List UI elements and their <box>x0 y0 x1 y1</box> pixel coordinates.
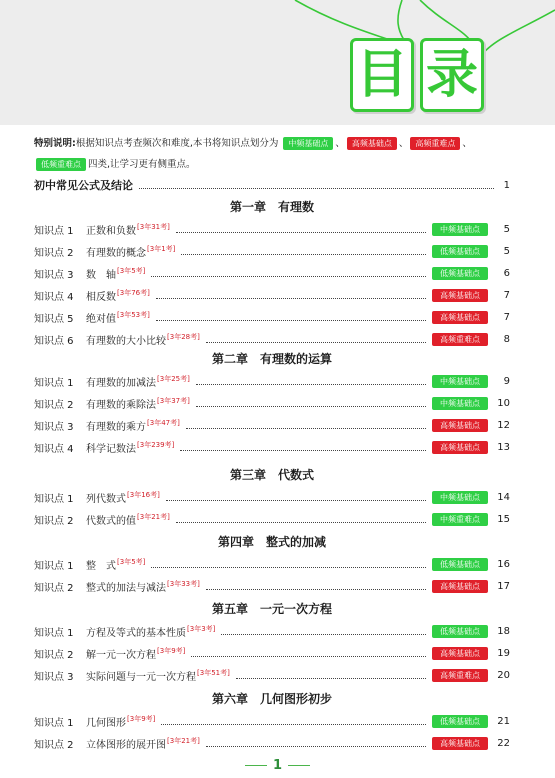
exam-frequency-text: 3年9考 <box>129 715 153 724</box>
exam-frequency-text: 3年28考 <box>169 333 198 342</box>
toc-row[interactable] <box>34 553 510 575</box>
dot-leader <box>176 516 426 523</box>
dot-leader <box>186 422 426 429</box>
knowledge-point-title: 有理数的加减法 <box>86 377 156 389</box>
knowledge-point-name <box>86 624 215 639</box>
category-badge: 低频基础点 <box>432 625 488 638</box>
toc-row[interactable] <box>34 732 510 754</box>
knowledge-point-title: 实际问题与一元一次方程 <box>86 671 196 683</box>
toc-row[interactable] <box>34 486 510 508</box>
toc-row[interactable] <box>34 664 510 686</box>
exam-frequency-text: 3年47考 <box>149 419 178 428</box>
exam-frequency-text: 3年53考 <box>119 311 148 320</box>
exam-frequency: [3年5考] <box>117 558 146 567</box>
page-number: 7 <box>503 311 510 323</box>
toc-row[interactable] <box>34 218 510 240</box>
dot-leader <box>221 628 426 635</box>
footer-rule-right <box>288 765 310 766</box>
dot-leader <box>139 181 494 189</box>
toc-row[interactable] <box>34 642 510 664</box>
exam-frequency: [3年33考] <box>167 580 200 589</box>
toc-row[interactable] <box>34 392 510 414</box>
toc-row[interactable] <box>34 620 510 642</box>
category-badge: 高频基础点 <box>432 289 488 302</box>
intro-text: 根据知识点考查频次和难度,本书将知识点划分为 <box>75 138 279 149</box>
knowledge-point-name <box>86 374 190 389</box>
knowledge-point-name <box>86 396 190 411</box>
title-char-2: 录 <box>420 38 484 112</box>
page-number: 5 <box>503 245 510 257</box>
dot-leader <box>196 400 426 407</box>
knowledge-point-name <box>86 512 170 527</box>
page-number: 9 <box>503 375 510 387</box>
knowledge-point-name <box>86 310 150 325</box>
exam-frequency-text: 3年76考 <box>119 289 148 298</box>
category-badge: 低频基础点 <box>432 558 488 571</box>
knowledge-point-title: 相反数 <box>86 291 116 303</box>
knowledge-point-title: 绝对值 <box>86 313 116 325</box>
knowledge-point-name <box>86 557 145 572</box>
page-number: 6 <box>503 267 510 279</box>
exam-frequency-text: 3年16考 <box>129 491 158 500</box>
exam-frequency: [3年3考] <box>187 625 216 634</box>
knowledge-point-index: 知识点 1 <box>34 627 74 639</box>
page-number: 10 <box>497 397 510 409</box>
page-number: 19 <box>497 647 510 659</box>
knowledge-point-name <box>86 222 170 237</box>
category-badge: 中频基础点 <box>432 223 488 236</box>
knowledge-point-title: 正数和负数 <box>86 225 136 237</box>
dot-leader <box>176 226 426 233</box>
dot-leader <box>206 583 426 590</box>
dot-leader <box>236 672 426 679</box>
exam-frequency: [3年5考] <box>117 267 146 276</box>
knowledge-point-index: 知识点 2 <box>34 582 74 594</box>
knowledge-point-index: 知识点 4 <box>34 291 74 303</box>
page-number: 20 <box>497 669 510 681</box>
exam-frequency-text: 3年31考 <box>139 223 168 232</box>
page-number: 16 <box>497 558 510 570</box>
knowledge-point-index: 知识点 1 <box>34 560 74 572</box>
exam-frequency: [3年9考] <box>127 715 156 724</box>
toc-row[interactable] <box>34 436 510 458</box>
knowledge-point-index: 知识点 6 <box>34 335 74 347</box>
category-badge: 中频基础点 <box>432 375 488 388</box>
toc-row[interactable] <box>34 240 510 262</box>
page-number: 5 <box>503 223 510 235</box>
dot-leader <box>206 336 426 343</box>
page-number: 14 <box>497 491 510 503</box>
toc-row[interactable] <box>34 414 510 436</box>
knowledge-point-name <box>86 668 230 683</box>
page-number: 15 <box>497 513 510 525</box>
exam-frequency-text: 3年37考 <box>159 397 188 406</box>
exam-frequency: [3年53考] <box>117 311 150 320</box>
knowledge-point-name <box>86 646 185 661</box>
page-number: 17 <box>497 580 510 592</box>
formulas-title: 初中常见公式及结论 <box>34 179 133 192</box>
toc-row[interactable] <box>34 306 510 328</box>
dot-leader <box>156 292 426 299</box>
toc-row[interactable] <box>34 370 510 392</box>
category-badge: 中频重难点 <box>432 513 488 526</box>
knowledge-point-title: 有理数的大小比较 <box>86 335 166 347</box>
knowledge-point-index: 知识点 2 <box>34 649 74 661</box>
chapter-title: 第四章 整式的加减 <box>217 535 326 549</box>
dot-leader <box>196 378 426 385</box>
knowledge-point-title: 方程及等式的基本性质 <box>86 627 186 639</box>
knowledge-point-name <box>86 244 175 259</box>
exam-frequency-text: 3年33考 <box>169 580 198 589</box>
exam-frequency: [3年28考] <box>167 333 200 342</box>
dot-leader <box>156 314 426 321</box>
dot-leader <box>191 650 426 657</box>
page-number: 18 <box>497 625 510 637</box>
toc-row[interactable] <box>34 710 510 732</box>
chapter-title: 第三章 代数式 <box>229 468 314 482</box>
dot-leader <box>206 740 426 747</box>
chapter-title: 第五章 一元一次方程 <box>211 602 332 616</box>
dot-leader <box>180 444 426 451</box>
dot-leader <box>151 270 426 277</box>
page-number: 7 <box>503 289 510 301</box>
legend-badge-low-hard: 低频重难点 <box>36 158 86 171</box>
knowledge-point-name <box>86 490 160 505</box>
knowledge-point-title: 数 轴 <box>86 269 116 281</box>
footer-page-number: 1 <box>272 758 283 773</box>
category-badge: 中频基础点 <box>432 397 488 410</box>
exam-frequency: [3年239考] <box>137 441 175 450</box>
dot-leader <box>161 718 426 725</box>
legend-badge-mid-basic: 中频基础点 <box>283 137 333 150</box>
exam-frequency: [3年16考] <box>127 491 160 500</box>
intro-label: 特别说明: <box>34 138 76 149</box>
knowledge-point-name <box>86 736 200 751</box>
knowledge-point-index: 知识点 1 <box>34 377 74 389</box>
knowledge-point-title: 有理数的乘除法 <box>86 399 156 411</box>
page-number: 13 <box>497 441 510 453</box>
knowledge-point-index: 知识点 1 <box>34 717 74 729</box>
chapter-title: 第二章 有理数的运算 <box>211 352 332 366</box>
exam-frequency-text: 3年239考 <box>139 441 172 450</box>
title-char-1: 目 <box>350 38 414 112</box>
chapter-title: 第六章 几何图形初步 <box>211 692 332 706</box>
knowledge-point-title: 有理数的概念 <box>86 247 146 259</box>
toc-row[interactable] <box>34 508 510 530</box>
knowledge-point-index: 知识点 3 <box>34 421 74 433</box>
category-badge: 高频基础点 <box>432 441 488 454</box>
category-badge: 低频基础点 <box>432 715 488 728</box>
exam-frequency: [3年51考] <box>197 669 230 678</box>
exam-frequency-text: 3年5考 <box>119 267 143 276</box>
footer-rule-left <box>245 765 267 766</box>
toc-formulas-row[interactable] <box>34 174 510 196</box>
knowledge-point-index: 知识点 5 <box>34 313 74 325</box>
knowledge-point-title: 立体图形的展开图 <box>86 739 166 751</box>
dot-leader <box>151 561 426 568</box>
exam-frequency: [3年21考] <box>167 737 200 746</box>
page-number: 21 <box>497 715 510 727</box>
exam-frequency: [3年1考] <box>147 245 176 254</box>
exam-frequency: [3年25考] <box>157 375 190 384</box>
toc-row[interactable] <box>34 575 510 597</box>
knowledge-point-index: 知识点 2 <box>34 247 74 259</box>
knowledge-point-index: 知识点 4 <box>34 443 74 455</box>
category-badge: 高频基础点 <box>432 647 488 660</box>
knowledge-point-title: 列代数式 <box>86 493 126 505</box>
knowledge-point-name <box>86 579 200 594</box>
toc-row[interactable] <box>34 262 510 284</box>
knowledge-point-index: 知识点 2 <box>34 399 74 411</box>
chapter-title: 第一章 有理数 <box>229 200 314 214</box>
knowledge-point-title: 整 式 <box>86 560 116 572</box>
page-number: 12 <box>497 419 510 431</box>
knowledge-point-title: 代数式的值 <box>86 515 136 527</box>
toc-row[interactable] <box>34 284 510 306</box>
exam-frequency: [3年37考] <box>157 397 190 406</box>
dot-leader <box>181 248 426 255</box>
exam-frequency: [3年9考] <box>157 647 186 656</box>
knowledge-point-name <box>86 332 200 347</box>
page-number: 8 <box>503 333 510 345</box>
exam-frequency-text: 3年21考 <box>139 513 168 522</box>
exam-frequency-text: 3年1考 <box>149 245 173 254</box>
category-badge: 高频基础点 <box>432 580 488 593</box>
exam-frequency-text: 3年3考 <box>189 625 213 634</box>
knowledge-point-name <box>86 440 174 455</box>
knowledge-point-name <box>86 418 180 433</box>
exam-frequency: [3年47考] <box>147 419 180 428</box>
category-badge: 中频基础点 <box>432 491 488 504</box>
page-number: 22 <box>497 737 510 749</box>
exam-frequency-text: 3年21考 <box>169 737 198 746</box>
knowledge-point-index: 知识点 3 <box>34 269 74 281</box>
knowledge-point-title: 科学记数法 <box>86 443 136 455</box>
legend-badge-high-hard: 高频重难点 <box>410 137 460 150</box>
exam-frequency: [3年31考] <box>137 223 170 232</box>
exam-frequency-text: 3年9考 <box>159 647 183 656</box>
knowledge-point-index: 知识点 3 <box>34 671 74 683</box>
toc-row[interactable] <box>34 328 510 350</box>
legend-badge-high-basic: 高频基础点 <box>347 137 397 150</box>
knowledge-point-index: 知识点 1 <box>34 493 74 505</box>
category-badge: 低频基础点 <box>432 245 488 258</box>
exam-frequency-text: 3年51考 <box>199 669 228 678</box>
page-footer <box>0 758 555 773</box>
category-badge: 高频基础点 <box>432 737 488 750</box>
intro-note: 特别说明:根据知识点考查频次和难度,本书将知识点划分为 中频基础点 、 高频基础点 、 高频重难点 、 低频重难点 四类,让学习更有侧重点。 <box>34 138 472 170</box>
category-badge: 高频重难点 <box>432 333 488 346</box>
page-number: 1 <box>503 179 510 191</box>
exam-frequency: [3年76考] <box>117 289 150 298</box>
knowledge-point-index: 知识点 2 <box>34 515 74 527</box>
knowledge-point-name <box>86 266 145 281</box>
knowledge-point-name <box>86 714 155 729</box>
knowledge-point-name <box>86 288 150 303</box>
knowledge-point-index: 知识点 2 <box>34 739 74 751</box>
knowledge-point-title: 有理数的乘方 <box>86 421 146 433</box>
exam-frequency-text: 3年5考 <box>119 558 143 567</box>
intro-tail: 四类,让学习更有侧重点。 <box>88 159 196 170</box>
knowledge-point-title: 几何图形 <box>86 717 126 729</box>
knowledge-point-title: 解一元一次方程 <box>86 649 156 661</box>
category-badge: 低频基础点 <box>432 267 488 280</box>
category-badge: 高频基础点 <box>432 311 488 324</box>
exam-frequency-text: 3年25考 <box>159 375 188 384</box>
dot-leader <box>166 494 426 501</box>
knowledge-point-index: 知识点 1 <box>34 225 74 237</box>
category-badge: 高频重难点 <box>432 669 488 682</box>
exam-frequency: [3年21考] <box>137 513 170 522</box>
knowledge-point-title: 整式的加法与减法 <box>86 582 166 594</box>
category-badge: 高频基础点 <box>432 419 488 432</box>
